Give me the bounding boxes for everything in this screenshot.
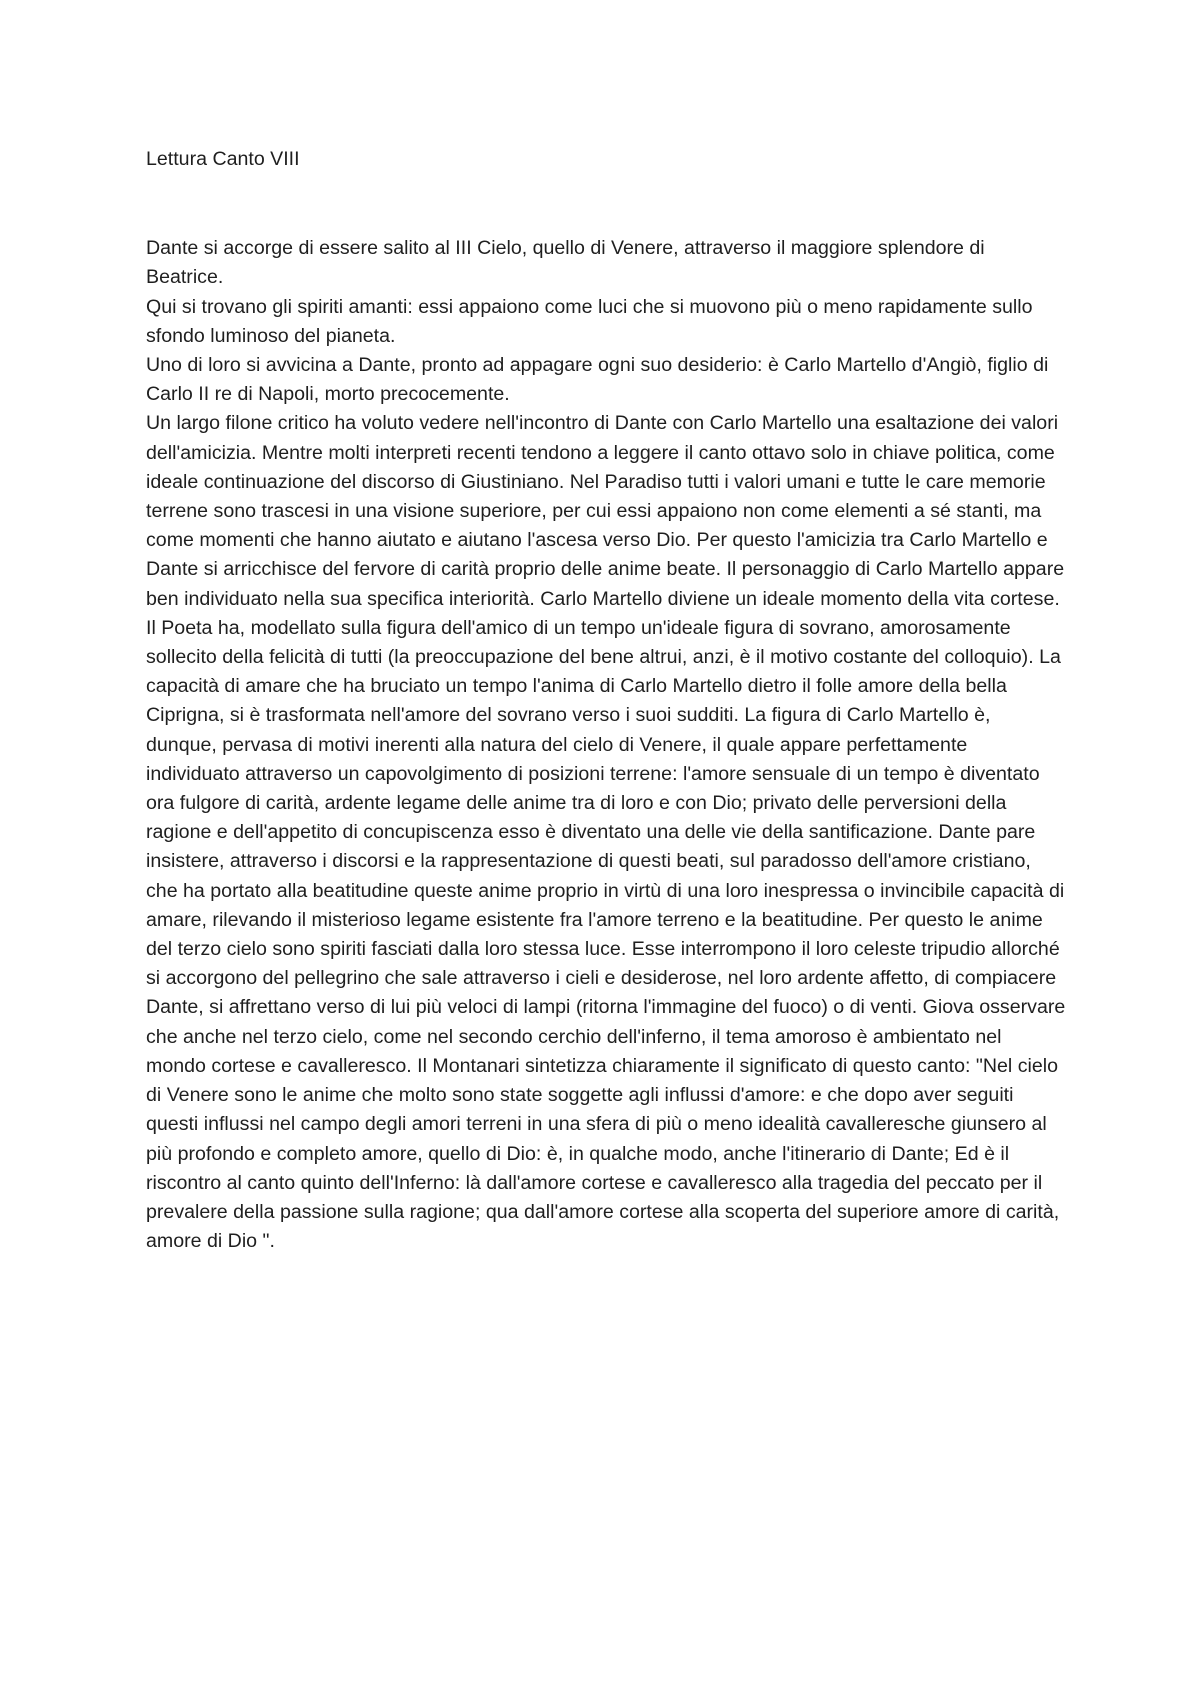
paragraph-4: Un largo filone critico ha voluto vedere nell'incontro di Dante con Carlo Martello una esaltazione dei valori dell'amicizia. Mentre molti interpreti recenti tendono a leggere il canto ottavo solo in chiave politica, come ideale continuazione del discorso di Giustiniano. Nel Paradiso tutti i valori umani e tutte le care memorie terrene sono trascesi in una visione superiore, per cui essi appaiono non come elementi a sé stanti, ma come momenti che hanno aiutato e aiutano l'ascesa verso Dio. Per questo l'amicizia tra Carlo Martello e Dante si arricchisce del fervore di carità proprio delle anime beate. Il personaggio di Carlo Martello appare ben individuato nella sua specifica interiorità. Carlo Martello diviene un ideale momento della vita cortese. (146, 412, 1065, 610)
document-body (146, 145, 1066, 1256)
document-title: Lettura Canto VIII (146, 148, 300, 170)
paragraph-3: Uno di loro si avvicina a Dante, pronto ad appagare ogni suo desiderio: è Carlo Martello d'Angiò, figlio di Carlo II re di Napoli, morto precocemente. (146, 354, 1049, 406)
paragraph-5: Il Poeta ha, modellato sulla figura dell'amico di un tempo un'ideale figura di sovrano, amorosamente sollecito della felicità di tutti (la preoccupazione del bene altrui, anzi, è il motivo costante del colloquio). La capacità di amare che ha bruciato un tempo l'anima di Carlo Martello dietro il folle amore della bella Ciprigna, si è trasformata nell'amore del sovrano verso i suoi sudditi. La figura di Carlo Martello è, dunque, pervasa di motivi inerenti alla natura del cielo di Venere, il quale appare perfettamente individuato attraverso un capovolgimento di posizioni terrene: l'amore sensuale di un tempo è diventato ora fulgore di carità, ardente legame delle anime tra di loro e con Dio; privato delle perversioni della ragione e dell'appetito di concupiscenza esso è diventato una delle vie della santificazione. Dante pare insistere, attraverso i discorsi e la rappresentazione di questi beati, sul paradosso dell'amore cristiano, che ha portato alla beatitudine queste anime proprio in virtù di una loro inespressa o invincibile capacità di amare, rilevando il misterioso legame esistente fra l'amore terreno e la beatitudine. Per questo le anime del terzo cielo sono spiriti fasciati dalla loro stessa luce. Esse interrompono il loro celeste tripudio allorché si accorgono del pellegrino che sale attraverso i cieli e desiderose, nel loro ardente affetto, di compiacere Dante, si affrettano verso di lui più veloci di lampi (ritorna l'immagine del fuoco) o di venti. Giova osservare che anche nel terzo cielo, come nel secondo cerchio dell'inferno, il tema amoroso è ambientato nel mondo cortese e cavalleresco. Il Montanari sintetizza chiaramente il significato di questo canto: "Nel cielo di Venere sono le anime che molto sono state soggette agli influssi d'amore: e che dopo aver seguiti questi influssi nel campo degli amori terreni in una sfera di più o meno idealità cavalleresche giunsero al più profondo e completo amore, quello di Dio: è, in qualche modo, anche l'itinerario di Dante; Ed è il riscontro al canto quinto dell'Inferno: là dall'amore cortese e cavalleresco alla tragedia del peccato per il prevalere della passione sulla ragione; qua dall'amore cortese alla scoperta del superiore amore di carità, amore di Dio ". (146, 616, 1066, 1253)
paragraph-2: Qui si trovano gli spiriti amanti: essi appaiono come luci che si muovono più o meno rapidamente sullo sfondo luminoso del pianeta. (146, 295, 1033, 347)
paragraph-1: Dante si accorge di essere salito al III Cielo, quello di Venere, attraverso il maggiore splendore di Beatrice. (146, 237, 985, 289)
